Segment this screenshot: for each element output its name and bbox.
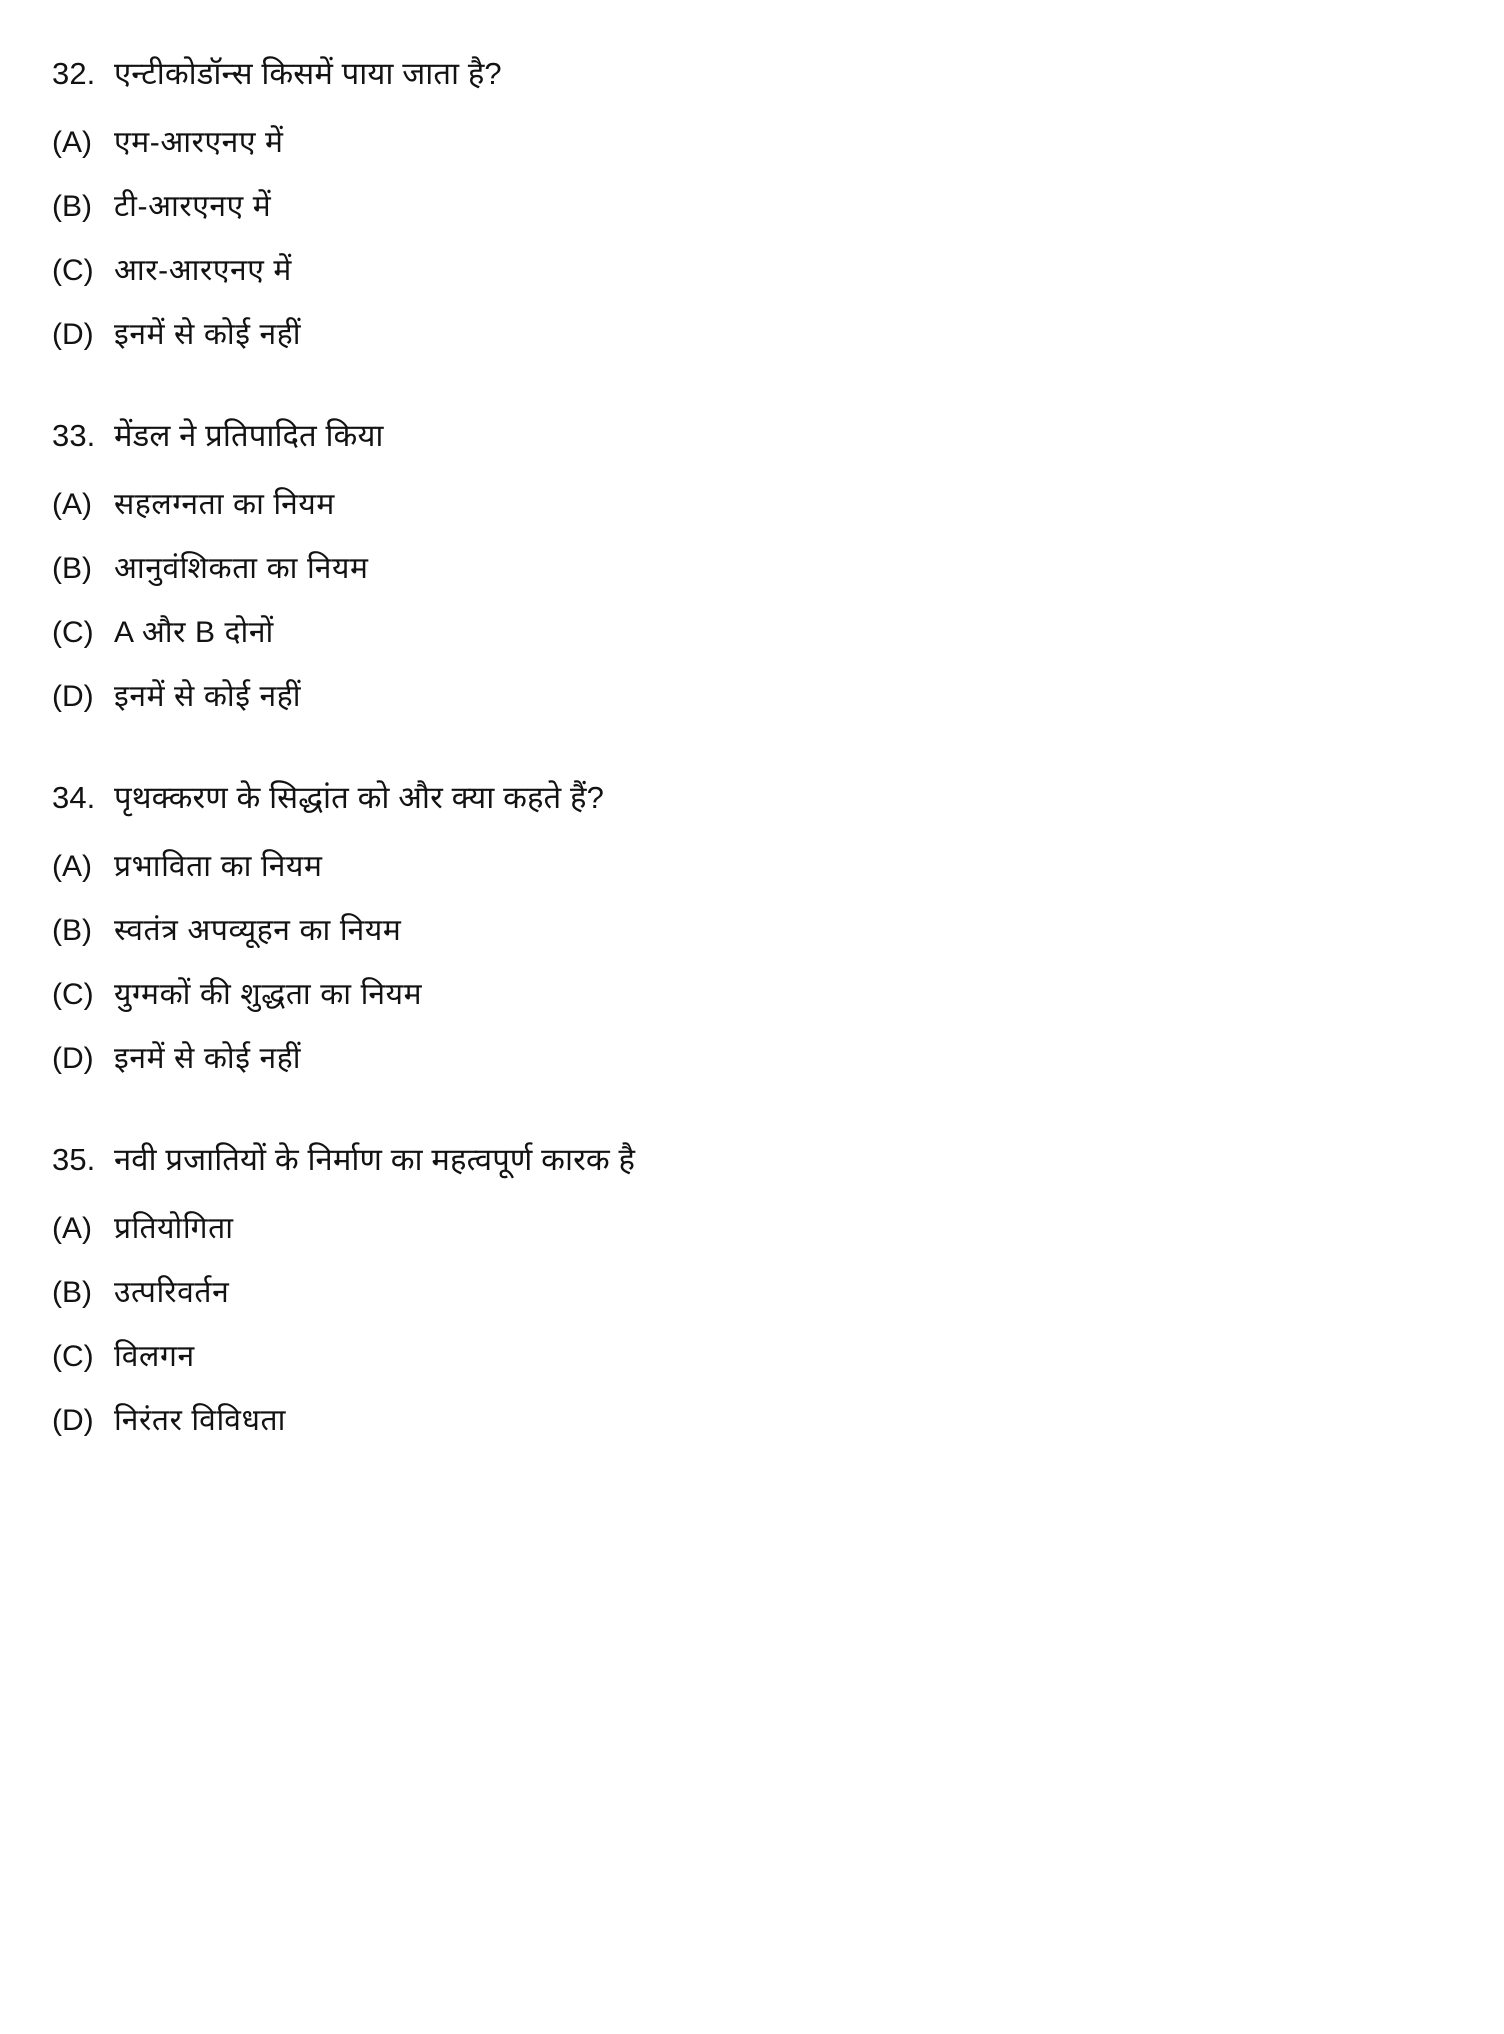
option-label: (A) xyxy=(52,488,92,522)
option-label: (B) xyxy=(52,1276,92,1310)
option-text: A और B दोनों xyxy=(114,616,274,650)
question-number: 32. xyxy=(52,56,96,91)
option-b[interactable] xyxy=(52,548,1434,590)
option-a[interactable] xyxy=(52,846,1434,888)
option-label: (C) xyxy=(52,254,94,288)
option-text: एम-आरएनए में xyxy=(114,126,284,160)
option-text: विलगन xyxy=(114,1340,195,1374)
option-a[interactable] xyxy=(52,484,1434,526)
option-label: (B) xyxy=(52,190,92,224)
option-b[interactable] xyxy=(52,1272,1434,1314)
question-text: पृथक्करण के सिद्धांत को और क्या कहते हैं? xyxy=(114,780,604,816)
option-label: (A) xyxy=(52,1212,92,1246)
option-label: (B) xyxy=(52,552,92,586)
option-text: युग्मकों की शुद्धता का नियम xyxy=(114,978,423,1012)
option-text: उत्परिवर्तन xyxy=(114,1276,230,1310)
option-text: स्वतंत्र अपव्यूहन का नियम xyxy=(114,914,402,948)
question-block-32 xyxy=(52,52,1434,356)
question-text: मेंडल ने प्रतिपादित किया xyxy=(114,418,384,454)
option-text: प्रभाविता का नियम xyxy=(114,850,323,884)
option-d[interactable] xyxy=(52,676,1434,718)
question-block-33 xyxy=(52,414,1434,718)
question-number: 35. xyxy=(52,1142,96,1178)
option-text: सहलग्नता का नियम xyxy=(114,488,335,522)
option-text: प्रतियोगिता xyxy=(114,1212,234,1246)
option-c[interactable] xyxy=(52,974,1434,1016)
option-text: इनमें से कोई नहीं xyxy=(114,1042,302,1076)
option-b[interactable] xyxy=(52,186,1434,228)
question-text: एन्टीकोडॉन्स किसमें पाया जाता है? xyxy=(114,56,502,91)
question-block-35 xyxy=(52,1138,1434,1442)
option-c[interactable] xyxy=(52,1336,1434,1378)
option-label: (A) xyxy=(52,126,92,160)
question-block-34 xyxy=(52,776,1434,1080)
option-text: इनमें से कोई नहीं xyxy=(114,680,302,714)
option-label: (C) xyxy=(52,1340,94,1374)
option-a[interactable] xyxy=(52,122,1434,164)
option-d[interactable] xyxy=(52,314,1434,356)
option-label: (C) xyxy=(52,978,94,1012)
option-label: (D) xyxy=(52,1404,94,1438)
option-d[interactable] xyxy=(52,1400,1434,1442)
option-label: (B) xyxy=(52,914,92,948)
option-b[interactable] xyxy=(52,910,1434,952)
option-label: (A) xyxy=(52,850,92,884)
option-text: आर-आरएनए में xyxy=(114,254,292,288)
option-text: आनुवंशिकता का नियम xyxy=(114,552,369,586)
option-d[interactable] xyxy=(52,1038,1434,1080)
question-stem xyxy=(52,776,1434,820)
option-label: (D) xyxy=(52,318,94,352)
option-label: (D) xyxy=(52,680,94,714)
option-text: इनमें से कोई नहीं xyxy=(114,318,302,352)
option-label: (C) xyxy=(52,616,94,650)
option-text: निरंतर विविधता xyxy=(114,1404,287,1438)
question-number: 34. xyxy=(52,780,96,816)
question-stem xyxy=(52,414,1434,458)
question-number: 33. xyxy=(52,418,96,454)
question-text: नवी प्रजातियों के निर्माण का महत्वपूर्ण कारक है xyxy=(114,1142,636,1178)
option-c[interactable] xyxy=(52,612,1434,654)
question-stem xyxy=(52,1138,1434,1182)
question-stem xyxy=(52,52,1434,96)
option-a[interactable] xyxy=(52,1208,1434,1250)
option-label: (D) xyxy=(52,1042,94,1076)
option-text: टी-आरएनए में xyxy=(114,190,272,224)
option-c[interactable] xyxy=(52,250,1434,292)
